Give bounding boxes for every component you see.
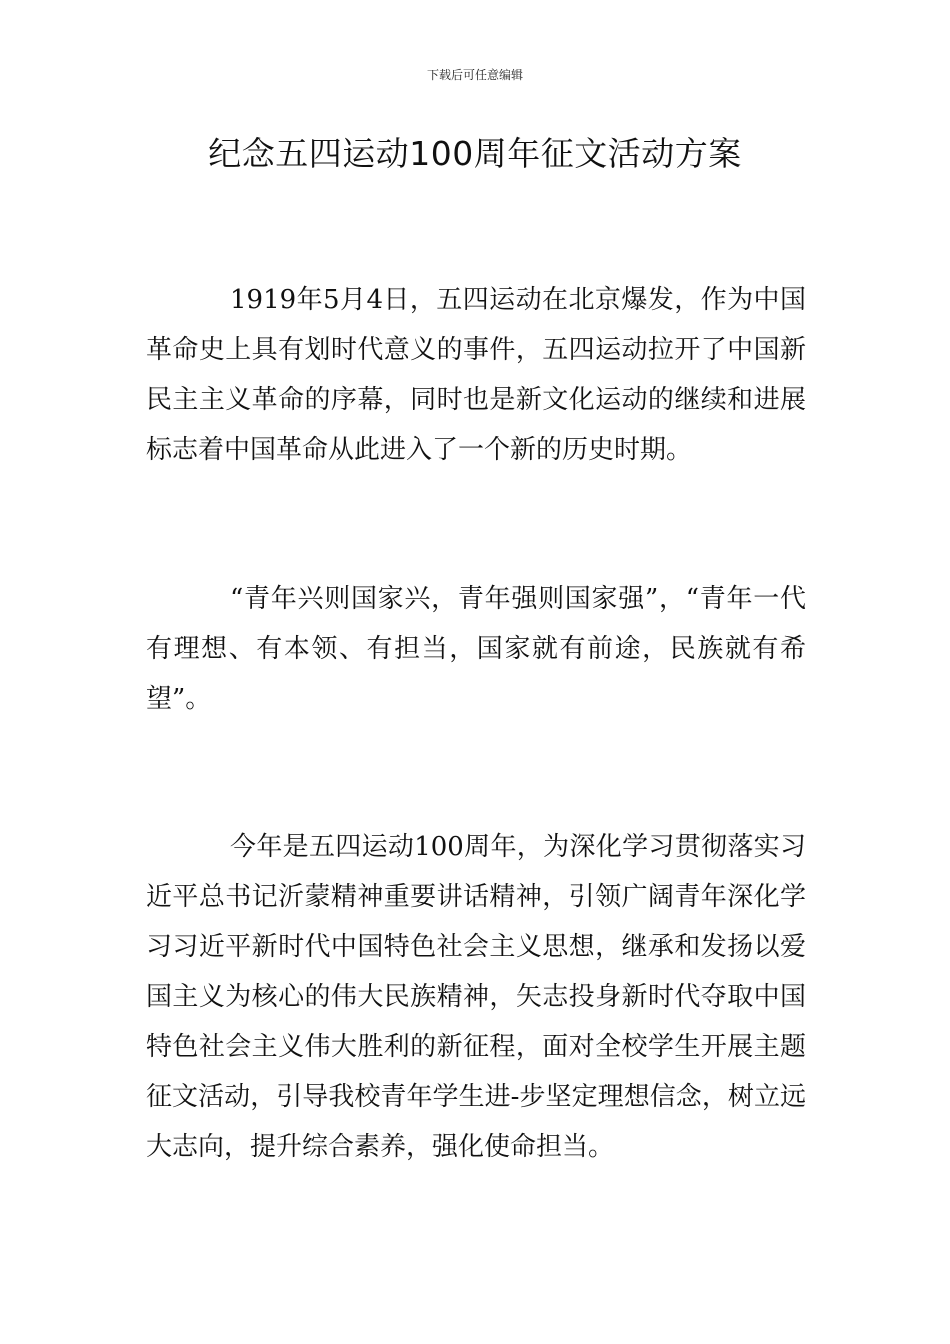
paragraph-3: 今年是五四运动100周年，为深化学习贯彻落实习近平总书记沂蒙精神重要讲话精神，引领广阔青年深化学习习近平新时代中国特色社会主义思想，继承和发扬以爱国主义为核心的伟大民族精神，矢志投身新时代夺取中国特色社会主义伟大胜利的新征程，面对全校学生开展主题征文活动，引导我校青年学生进-步坚定理想信念，树立远大志向，提升综合素养，强化使命担当。: [146, 832, 806, 1162]
paragraph-1: 1919年5月4日，五四运动在北京爆发，作为中国革命史上具有划时代意义的事件，五四运动拉开了中国新民主主义革命的序幕，同时也是新文化运动的继续和进展标志着中国革命从此进入了一个新的历史时期。: [146, 285, 806, 465]
document-title: 纪念五四运动100周年征文活动方案: [208, 134, 742, 173]
header-note: 下载后可任意编辑: [426, 68, 523, 82]
paragraph-2: “青年兴则国家兴，青年强则国家强”，“青年一代有理想、有本领、有担当，国家就有前途，民族就有希望”。: [146, 584, 806, 714]
